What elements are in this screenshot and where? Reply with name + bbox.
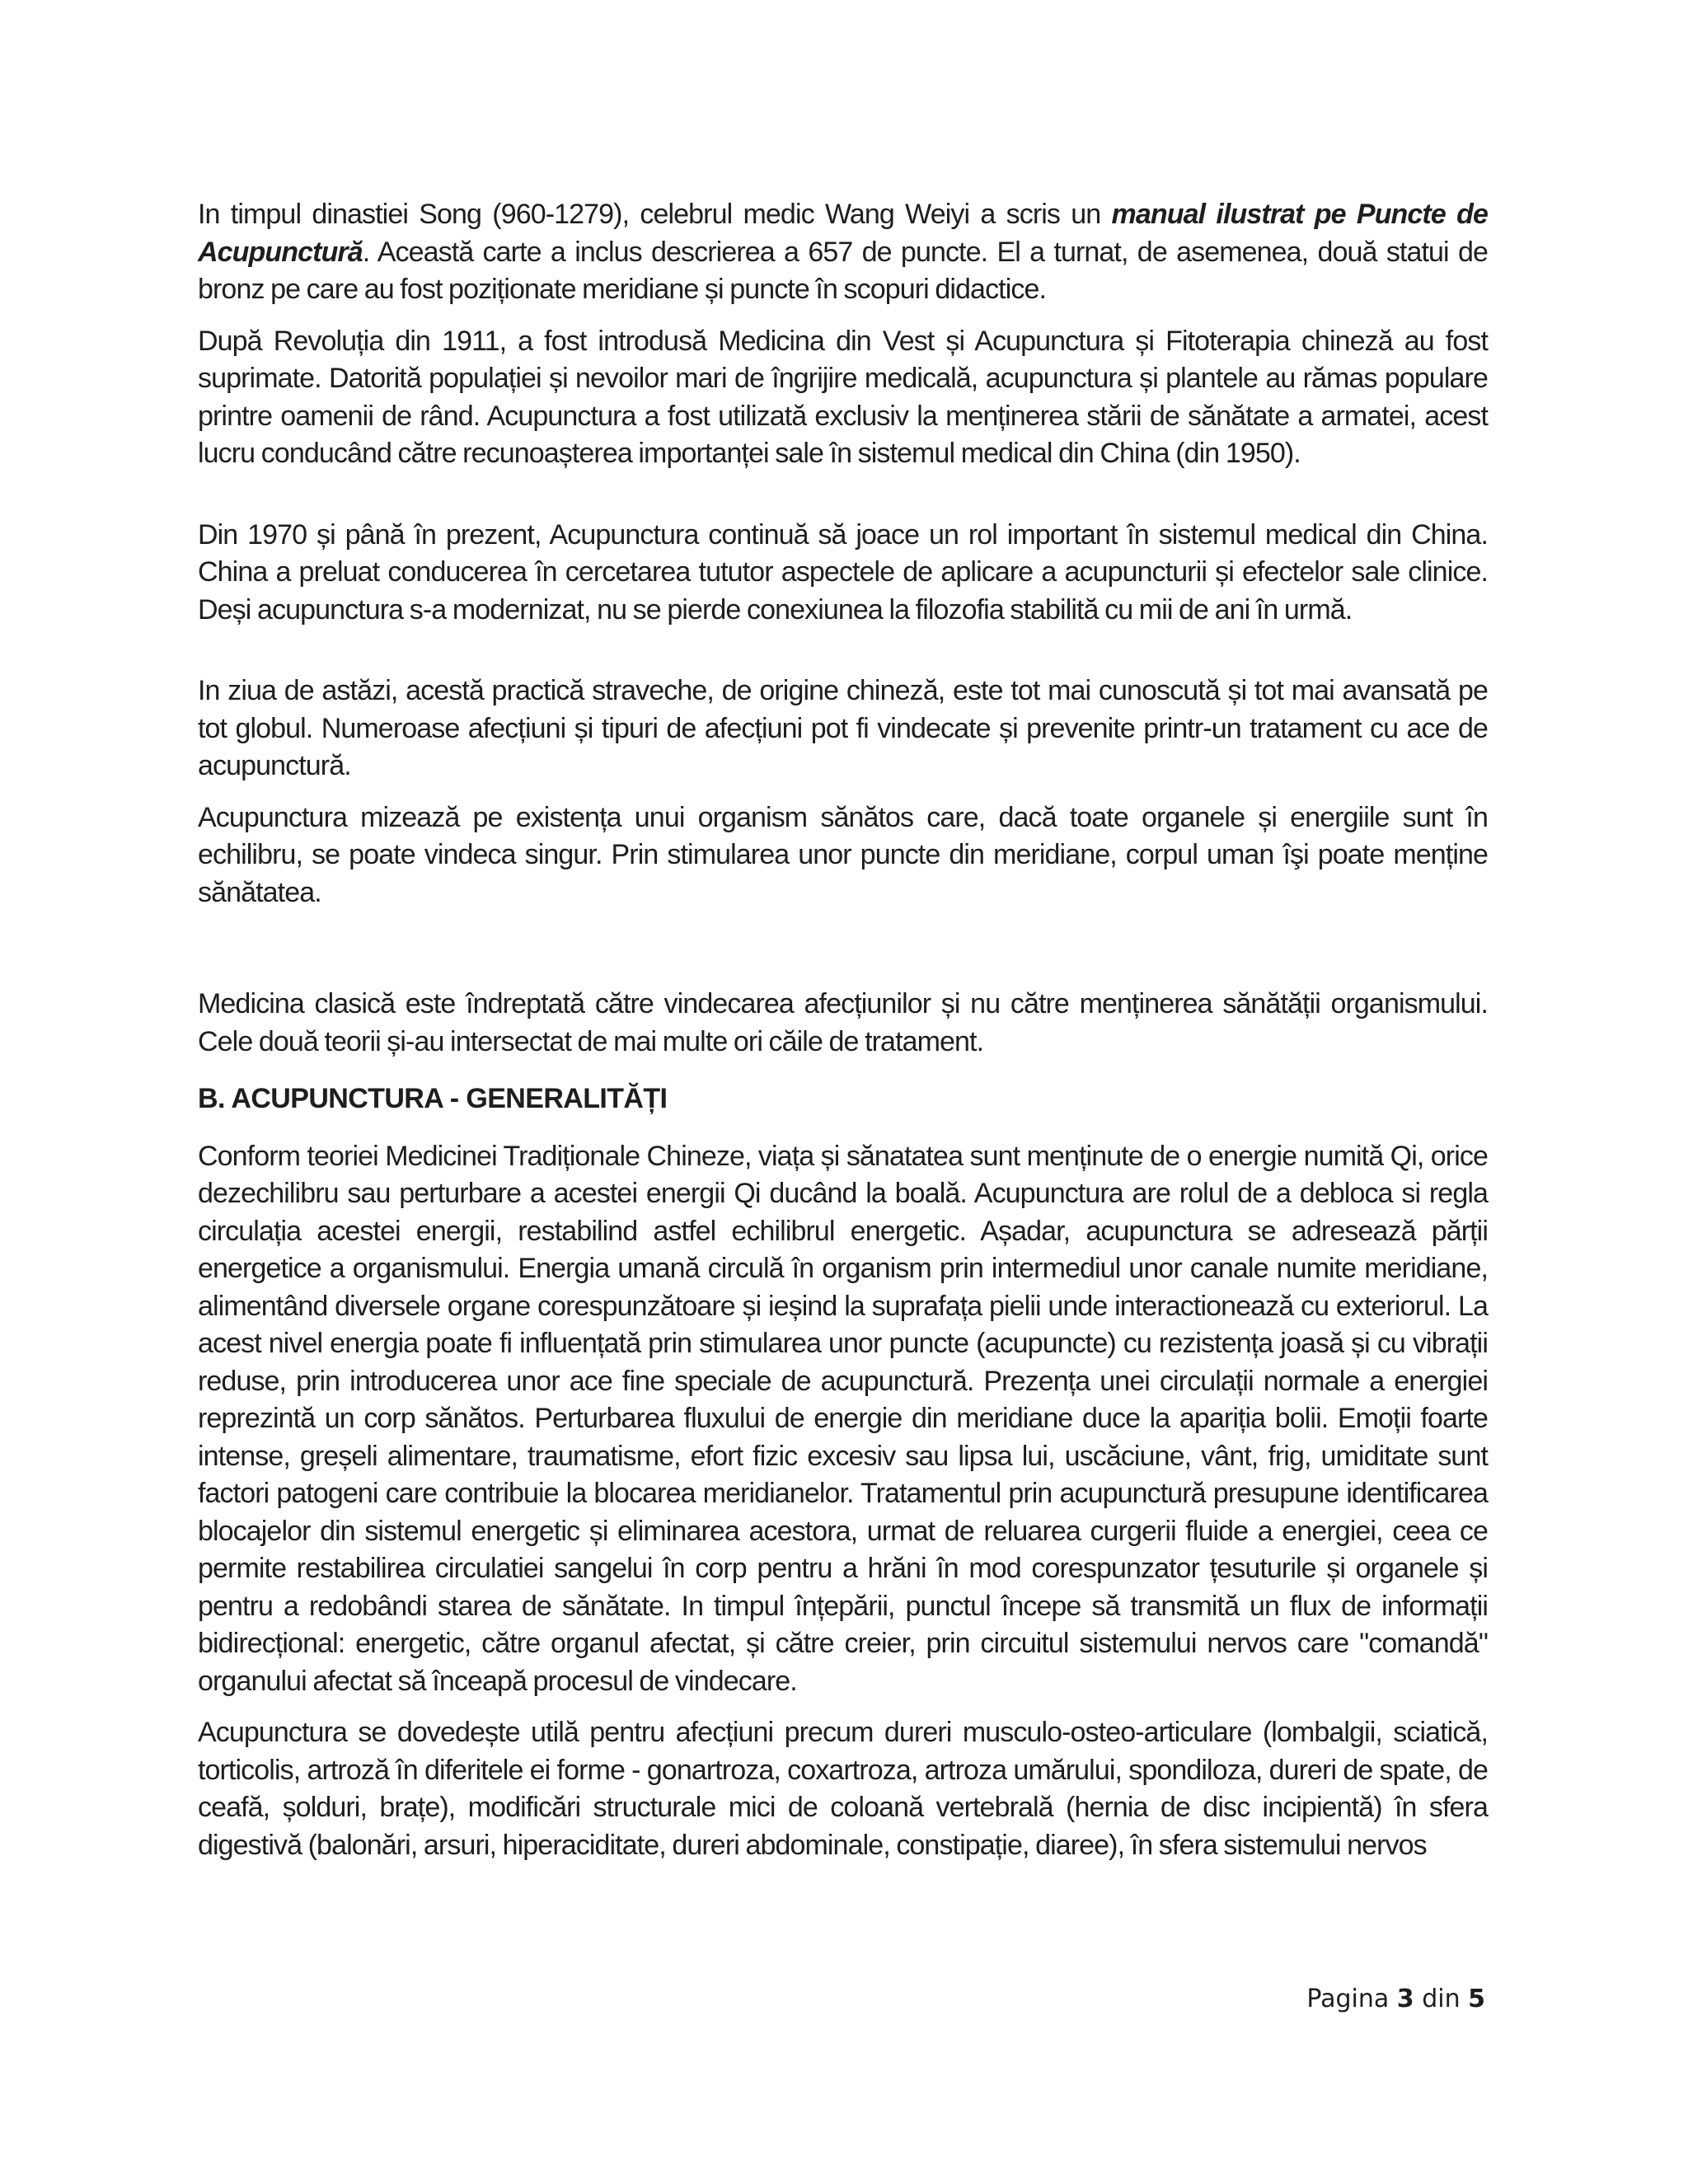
section-heading: B. ACUPUNCTURA - GENERALITĂȚI xyxy=(198,1083,668,1114)
paragraph-revolution-1911: După Revoluția din 1911, a fost introdusă Medicina din Vest și Acupunctura și Fitoterapia chineză au fost suprimate. Datorită populației și nevoilor mari de îngrijire medicală, acupunctura și plantele au rămas populare printre oamenii de rând. Acupunctura a fost utilizată exclusiv la menținerea stării de sănătate a armatei, acest lucru conducând către recunoașterea importanței sale în sistemul medical din China (din 1950). xyxy=(198,325,1488,469)
paragraph-song-dynasty xyxy=(198,196,1488,309)
paragraph-organism: Acupunctura mizează pe existența unui organism sănătos care, dacă toate organele și energiile sunt în echilibru, se poate vindeca singur. Prin stimularea unor puncte din meridiane, corpul uman îşi poate menține sănătatea. xyxy=(198,801,1488,908)
paragraph-tcm-theory: Conform teoriei Medicinei Tradiționale Chineze, viața și sănatatea sunt menținute de o energie numită Qi, orice dezechilibru sau perturbare a acestei energii Qi ducând la boală. Acupunctura are rolul de a debloca si regla circulația acestei energii, restabilind astfel echilibrul energetic. Așadar, acupunctura se adresează părții energetice a organismului. Energia umană circulă în organism prin intermediul unor canale numite meridiane, alimentând diversele organe corespunzătoare și ieșind la suprafața pielii unde interactionează cu exteriorul. La acest nivel energia poate fi influențată prin stimularea unor puncte (acupuncte) cu rezistența joasă și cu vibrații reduse, prin introducerea unor ace fine speciale de acupunctură. Prezența unei circulații normale a energiei reprezintă un corp sănătos. Perturbarea fluxului de energie din meridiane duce la apariția bolii. Emoții foarte intense, greșeli alimentare, traumatisme, efort fizic excesiv sau lipsa lui, uscăciune, vânt, frig, umiditate sunt factori patogeni care contribuie la blocarea meridianelor. Tratamentul prin acupunctură presupune identificarea blocajelor din sistemul energetic și eliminarea acestora, urmat de reluarea curgerii fluide a energiei, ceea ce permite restabilirea circulatiei sangelui în corp pentru a hrăni în mod corespunzator țesuturile și organele și pentru a redobândi starea de sănătate. In timpul înțepării, punctul începe să transmită un flux de informații bidirecțional: energetic, către organul afectat, și către creier, prin circuitul sistemului nervos care "comandă" organului afectat să înceapă procesul de vindecare. xyxy=(198,1140,1488,1697)
paragraph-indications: Acupunctura se dovedește utilă pentru afecțiuni precum dureri musculo-osteo-articulare (lombalgii, sciatică, torticolis, artroză în diferitele ei forme - gonartroza, coxartroza, artroza umărului, spondiloza, dureri de spate, de ceafă, șolduri, brațe), modificări structurale mici de coloană vertebrală (hernia de disc incipientă) în sfera digestivă (balonări, arsuri, hiperaciditate, dureri abdominale, constipație, diaree), în sfera sistemului nervos xyxy=(198,1717,1488,1861)
document-body xyxy=(198,196,1488,1864)
current-page: 3 xyxy=(1396,1985,1414,2013)
page-label: Pagina xyxy=(1306,1985,1397,2013)
paragraph-text: In timpul dinastiei Song (960-1279), celebrul medic Wang Weiyi a scris un xyxy=(198,199,1112,230)
paragraph-classic-medicine: Medicina clasică este îndreptată către vindecarea afecțiunilor și nu către menținerea sănătății organismului. Cele două teorii și-au intersectat de mai multe ori căile de tratament. xyxy=(198,988,1488,1057)
paragraph-1970-present: Din 1970 și până în prezent, Acupunctura continuă să joace un rol important în sistemul medical din China. China a preluat conducerea în cercetarea tututor aspectele de aplicare a acupuncturii și efectelor sale clinice. Deși acupunctura s-a modernizat, nu se pierde conexiunea la filozofia stabilită cu mii de ani în urmă. xyxy=(198,518,1488,626)
emphasized-title: manual ilustrat pe Puncte de Acupunctură xyxy=(198,199,1488,268)
page-separator: din xyxy=(1414,1985,1469,2013)
paragraph-text: . Această carte a inclus descrierea a 657 de puncte. El a turnat, de asemenea, două statui de bronz pe care au fost poziționate meridiane și puncte în scopuri didactice. xyxy=(198,236,1488,305)
total-pages: 5 xyxy=(1468,1985,1485,2013)
page-number xyxy=(1306,1983,1485,2016)
paragraph-today: In ziua de astăzi, acestă practică straveche, de origine chineză, este tot mai cunoscută și tot mai avansată pe tot globul. Numeroase afecțiuni și tipuri de afecțiuni pot fi vindecate și prevenite printr-un tratament cu ace de acupunctură. xyxy=(198,675,1488,781)
